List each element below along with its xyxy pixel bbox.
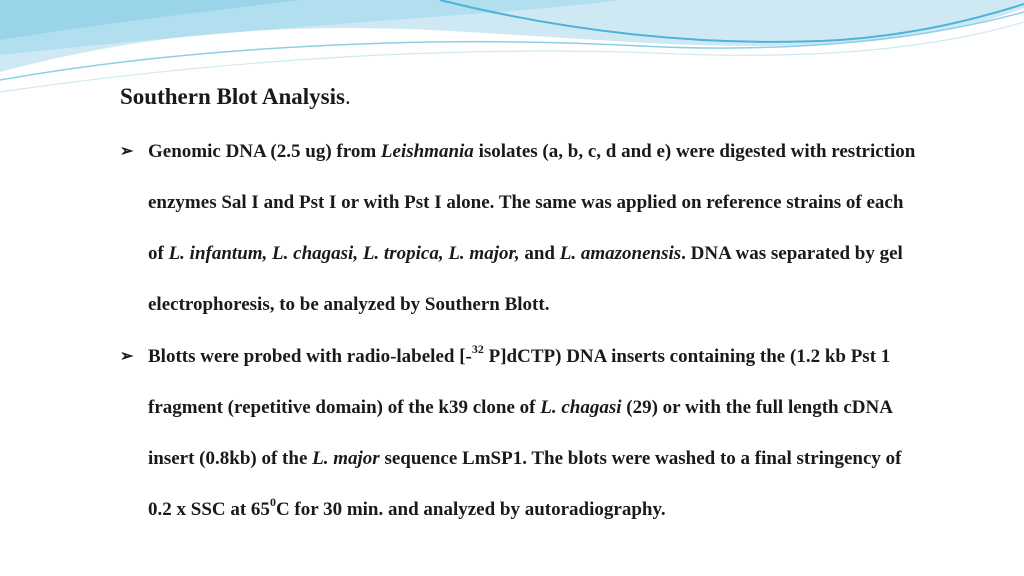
bullet-blotts-probed	[120, 331, 1020, 535]
slide-title	[120, 84, 351, 110]
bullet-line: of L. infantum, L. chagasi, L. tropica, L. major, and L. amazonensis. DNA was separated by gel	[148, 243, 903, 264]
arrow-bullet-icon: ➢	[120, 143, 134, 160]
bullet-line: Genomic DNA (2.5 ug) from Leishmania isolates (a, b, c, d and e) were digested with restriction	[148, 141, 916, 162]
slide-title-text: Southern Blot Analysis	[120, 84, 345, 109]
bullet-line: 0.2 x SSC at $65^0C$ for 30 min. and analyzed by autoradiography.	[148, 494, 666, 520]
bullet-line: Blotts were probed with radio-labeled [-$^{32}$ P]dCTP) DNA inserts containing the (1.2 kb Pst 1	[148, 341, 891, 367]
bullet-genomic-dna	[120, 126, 1020, 330]
bullet-line: enzymes Sal I and Pst I or with Pst I alone. The same was applied on reference strains of each	[148, 192, 904, 213]
bullet-line: electrophoresis, to be analyzed by Southern Blott.	[148, 294, 550, 315]
bullet-line: insert (0.8kb) of the L. major sequence LmSP1. The blots were washed to a final stringency of	[148, 448, 902, 469]
slide-title-period: .	[344, 84, 351, 109]
bullet-line: fragment (repetitive domain) of the k39 clone of L. chagasi (29) or with the full length cDNA	[148, 397, 893, 418]
arrow-bullet-icon: ➢	[120, 348, 134, 365]
